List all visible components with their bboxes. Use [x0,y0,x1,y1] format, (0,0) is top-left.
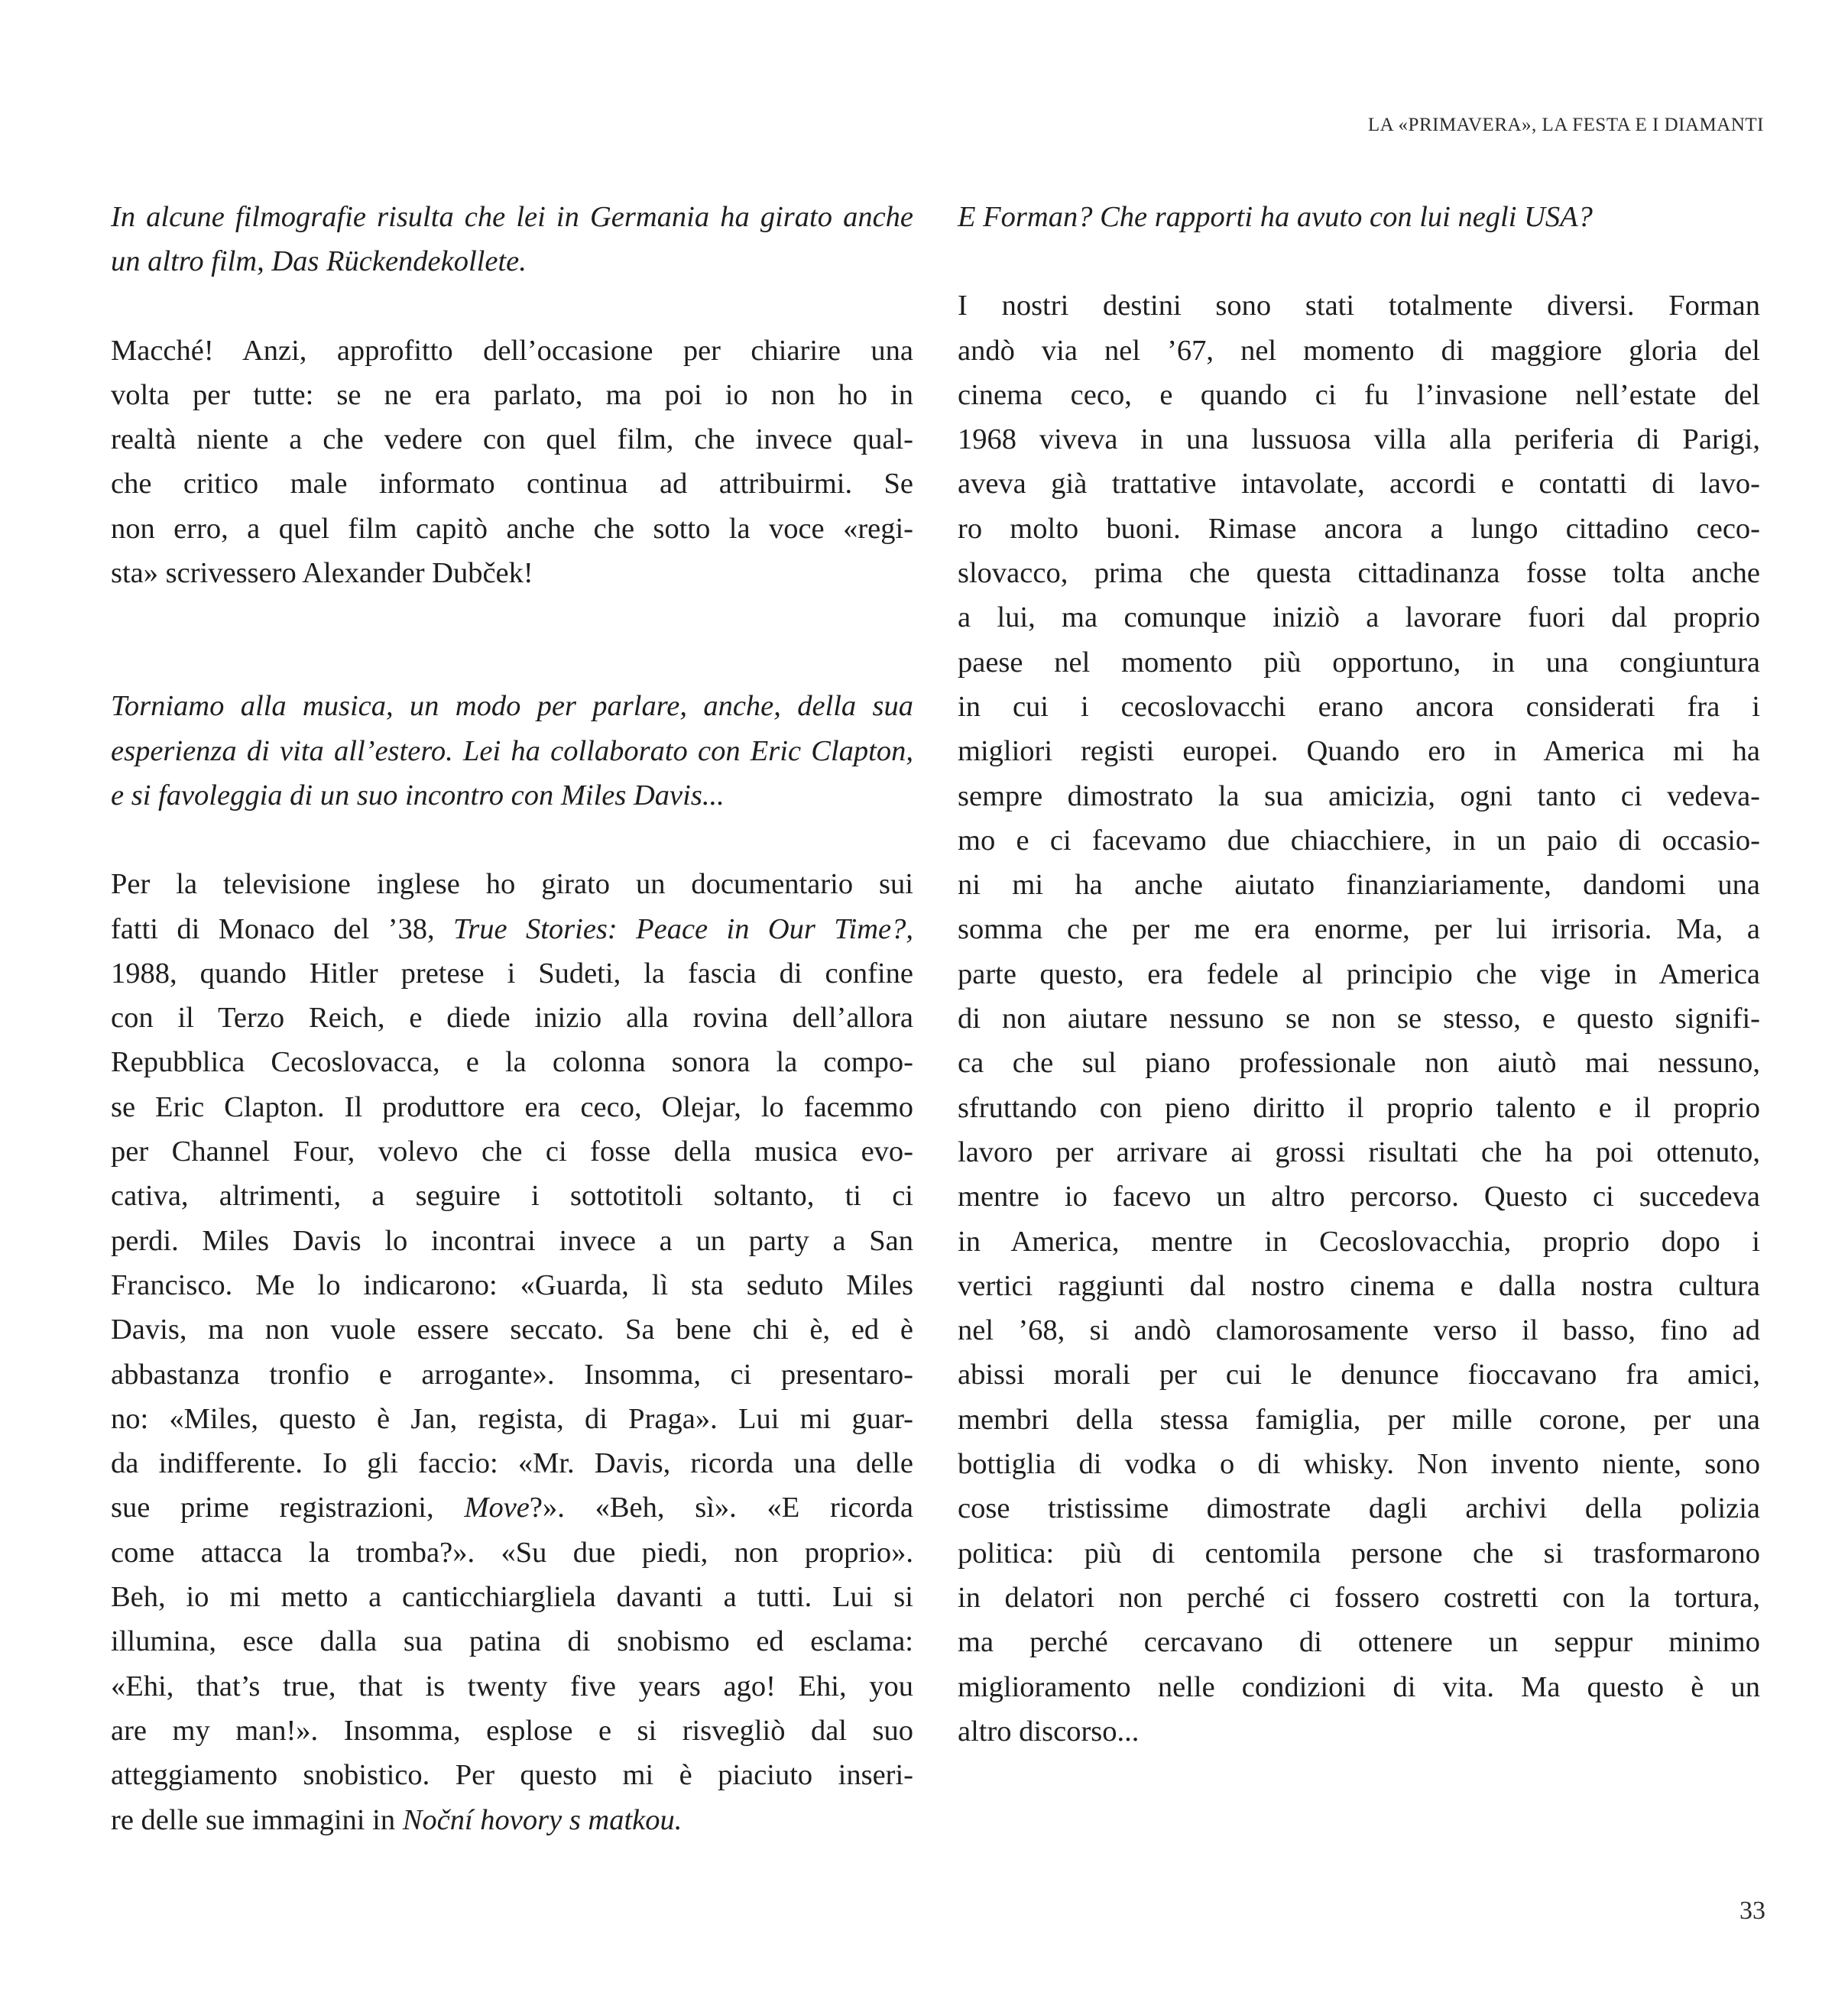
text-line [111,1798,913,1842]
text-fragment: no: «Miles, questo è Jan, regista, di Praga». Lui mi guar- [111,1402,913,1435]
text-line [111,1397,913,1441]
text-line: ca che sul piano professionale non aiutò mai nessuno, [958,1047,1760,1080]
text-line: sempre dimostrato la sua amicizia, ogni tanto ci vedeva- [958,779,1760,812]
text-line: andò via nel ’67, nel momento di maggiore gloria del [958,334,1760,367]
spacer [958,239,1760,283]
text-line: in cui i cecoslovacchi erano ancora considerati fra i [958,690,1760,723]
text-line: a lui, ma comunque iniziò a lavorare fuori dal proprio [958,601,1760,634]
text-line: volta per tutte: se ne era parlato, ma poi io non ho in [111,378,913,411]
running-head: LA «PRIMAVERA», LA FESTA E I DIAMANTI [1367,115,1764,135]
text-line: ni mi ha anche aiutato finanziariamente, dandomi una [958,869,1760,902]
italic-text: True Stories: Peace in Our Time?, [452,912,913,945]
text-line: e si favoleggia di un suo incontro con Miles Davis... [111,779,725,811]
text-line: realtà niente a che vedere con quel film, che invece qual- [111,423,913,456]
italic-text: Move [464,1492,530,1524]
text-fragment: are my man!». Insomma, esplose e si risvegliò dal suo [111,1714,913,1747]
text-line: vertici raggiunti dal nostro cinema e dalla nostra cultura [958,1269,1760,1302]
text-line: che critico male informato continua ad attribuirmi. Se [111,468,913,500]
text-line [111,1664,913,1709]
text-line [111,1441,913,1485]
text-fragment: sue prime registrazioni, [111,1492,465,1524]
question-filmography [111,195,913,284]
text-line: slovacco, prima che questa cittadinanza fosse tolta anche [958,557,1760,590]
text-line: membri della stessa famiglia, per mille corone, per una [958,1403,1760,1436]
text-fragment: per Channel Four, volevo che ci fosse della musica evo- [111,1135,913,1168]
text-line [111,1531,913,1575]
text-line: sta» scrivessero Alexander Dubček! [111,557,533,590]
text-line: sfruttando con pieno diritto il proprio talento e il proprio [958,1091,1760,1124]
text-line: mentre io facevo un altro percorso. Questo ci succedeva [958,1181,1760,1213]
italic-text: un altro film, [111,245,272,278]
text-line [111,996,913,1040]
text-line [111,1485,913,1530]
text-line: Torniamo alla musica, un modo per parlare, anche, della sua [111,690,913,723]
text-line: ma perché cercavano di ottenere un seppur minimo [958,1626,1760,1659]
text-line [111,239,913,283]
page-number: 33 [1739,1897,1765,1925]
spacer [111,595,913,684]
text-line: nel ’68, si andò clamorosamente verso il basso, fino ad [958,1314,1760,1347]
text-line: altro discorso... [958,1715,1140,1748]
text-line: Macché! Anzi, approfitto dell’occasione per chiarire una [111,334,913,367]
text-fragment: re delle sue immagini in [111,1803,403,1836]
italic-text: In alcune filmografie risulta che lei in Germania ha girato anche [111,201,913,233]
text-line: migliori registi europei. Quando ero in America mi ha [958,735,1760,768]
text-fragment: con il Terzo Reich, e diede inizio alla rovina dell’allora [111,1002,913,1035]
text-line [111,1352,913,1397]
text-fragment: Per la televisione inglese ho girato un documentario sui [111,868,913,901]
text-line: cinema ceco, e quando ci fu l’invasione nell’estate del [958,378,1760,411]
text-line [111,907,913,951]
text-line [111,1753,913,1797]
text-line: I nostri destini sono stati totalmente diversi. Forman [958,290,1760,322]
spacer [111,284,913,329]
text-line: esperienza di vita all’estero. Lei ha collaborato con Eric Clapton, [111,734,913,767]
text-line [111,1263,913,1307]
text-line: miglioramento nelle condizioni di vita. Ma questo è un [958,1670,1760,1703]
text-line: mo e ci facevamo due chiacchiere, in un paio di occasio- [958,824,1760,857]
text-fragment: Das Rückendekollete. [271,245,527,278]
text-fragment: «Ehi, that’s true, that is twenty five years ago! Ehi, you [111,1670,913,1702]
question-forman [958,195,1760,239]
text-fragment: fatti di Monaco del ’38, [111,912,453,945]
text-line [111,1219,913,1263]
text-fragment: abbastanza tronfio e arrogante». Insomma, ci presentaro- [111,1358,913,1391]
right-column [958,195,1760,1754]
text-fragment: 1988, quando Hitler pretese i Sudeti, la fascia di confine [111,957,913,990]
text-line: abissi morali per cui le denunce fioccavano fra amici, [958,1359,1760,1391]
text-line: 1968 viveva in una lussuosa villa alla periferia di Parigi, [958,423,1760,456]
text-fragment: Davis, ma non vuole essere seccato. Sa bene chi è, ed è [111,1314,913,1346]
text-line: ro molto buoni. Rimase ancora a lungo cittadino ceco- [958,512,1760,545]
text-line: parte questo, era fedele al principio che vige in America [958,957,1760,990]
text-line: in America, mentre in Cecoslovacchia, proprio dopo i [958,1225,1760,1258]
text-fragment: Beh, io mi metto a canticchiargliela davanti a tutti. Lui si [111,1581,913,1614]
text-line [111,195,913,239]
text-line: in delatori non perché ci fossero costretti con la tortura, [958,1581,1760,1614]
text-fragment: perdi. Miles Davis lo incontrai invece a un party a San [111,1224,913,1257]
text-line: politica: più di centomila persone che si trasformarono [958,1537,1760,1570]
text-line [111,1575,913,1619]
text-line: non erro, a quel film capitò anche che sotto la voce «regi- [111,512,913,545]
text-line [111,1129,913,1174]
left-column [111,195,913,1842]
text-fragment: Repubblica Cecoslovacca, e la colonna sonora la compo- [111,1046,913,1079]
answer-forman [958,283,1760,1754]
text-fragment: se Eric Clapton. Il produttore era ceco, Olejar, lo facemmo [111,1090,913,1123]
text-line [111,1307,913,1352]
text-line: paese nel momento più opportuno, in una congiuntura [958,646,1760,679]
text-line [111,1174,913,1218]
answer-filmography [111,329,913,596]
question-music [111,684,913,818]
text-line: lavoro per arrivare ai grossi risultati che ha poi ottenuto, [958,1135,1760,1168]
text-line: somma che per me era enorme, per lui irrisoria. Ma, a [958,913,1760,946]
text-line: cose tristissime dimostrate dagli archivi della polizia [958,1492,1760,1525]
text-fragment: atteggiamento snobistico. Per questo mi è piaciuto inseri- [111,1759,913,1792]
text-line: bottiglia di vodka o di whisky. Non invento niente, sono [958,1448,1760,1481]
spacer [111,818,913,862]
text-fragment: come attacca la tromba?». «Su due piedi, non proprio». [111,1536,913,1569]
text-fragment: ?». «Beh, sì». «E ricorda [529,1492,913,1524]
text-line: di non aiutare nessuno se non se stesso, e questo signifi- [958,1003,1760,1035]
text-fragment: illumina, esce dalla sua patina di snobismo ed esclama: [111,1625,913,1658]
text-fragment: cativa, altrimenti, a seguire i sottotitoli soltanto, ti ci [111,1180,913,1213]
text-line: E Forman? Che rapporti ha avuto con lui negli USA? [958,201,1593,233]
italic-text: Noční hovory s matkou. [402,1803,682,1836]
answer-music [111,862,913,1842]
text-line [111,862,913,906]
text-line: aveva già trattative intavolate, accordi e contatti di lavo- [958,468,1760,500]
text-fragment: da indifferente. Io gli faccio: «Mr. Davis, ricorda una delle [111,1447,913,1480]
text-line [111,1619,913,1663]
text-line [111,1085,913,1129]
text-line [111,951,913,996]
text-fragment: Francisco. Me lo indicarono: «Guarda, lì sta seduto Miles [111,1268,913,1301]
text-line [111,1040,913,1084]
text-line [111,1709,913,1753]
